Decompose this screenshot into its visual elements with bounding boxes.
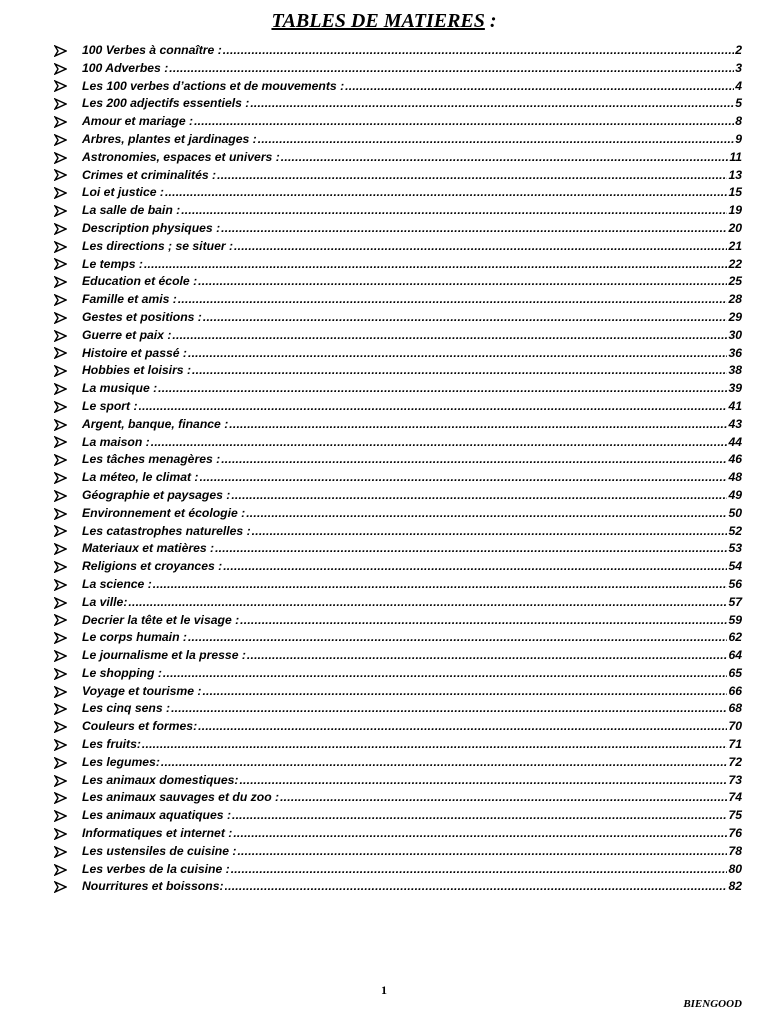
arrow-bullet-icon <box>54 700 82 718</box>
toc-entry[interactable] <box>54 398 742 416</box>
toc-entry-label: Religions et croyances : <box>82 559 223 574</box>
arrow-bullet-icon <box>54 327 82 345</box>
toc-entry-label: Loi et justice : <box>82 185 164 200</box>
toc-entry-label: Decrier la tête et le visage : <box>82 612 240 627</box>
dot-leader <box>202 683 727 701</box>
arrow-bullet-icon <box>54 683 82 701</box>
toc-entry[interactable] <box>54 345 742 363</box>
dot-leader <box>223 558 727 576</box>
toc-entry[interactable] <box>54 754 742 772</box>
dot-leader <box>246 505 727 523</box>
arrow-bullet-icon <box>54 362 82 380</box>
toc-entry-page: 30 <box>728 327 742 342</box>
toc-entry-page: 39 <box>728 381 742 396</box>
toc-entry-page: 82 <box>728 879 742 894</box>
dot-leader <box>203 309 728 327</box>
toc-entry-label: Gestes et positions : <box>82 309 202 324</box>
arrow-bullet-icon <box>54 309 82 327</box>
toc-entry-page: 8 <box>735 114 742 129</box>
toc-entry[interactable] <box>54 416 742 434</box>
dot-leader <box>153 576 728 594</box>
toc-entry-page: 20 <box>728 220 742 235</box>
toc-entry-label: Les catastrophes naturelles : <box>82 523 251 538</box>
toc-entry[interactable] <box>54 42 742 60</box>
toc-entry[interactable] <box>54 167 742 185</box>
toc-entry-label: Education et école : <box>82 274 198 289</box>
arrow-bullet-icon <box>54 576 82 594</box>
toc-entry-label: Description physiques : <box>82 220 221 235</box>
arrow-bullet-icon <box>54 220 82 238</box>
arrow-bullet-icon <box>54 505 82 523</box>
dot-leader <box>345 78 734 96</box>
toc-entry-page: 64 <box>728 648 742 663</box>
dot-leader <box>181 202 727 220</box>
toc-entry-label: Les animaux aquatiques : <box>82 808 231 823</box>
toc-entry[interactable] <box>54 540 742 558</box>
toc-entry[interactable] <box>54 629 742 647</box>
toc-entry-page: 5 <box>735 96 742 111</box>
toc-entry-label: Le shopping : <box>82 665 162 680</box>
toc-entry[interactable] <box>54 772 742 790</box>
dot-leader <box>165 184 727 202</box>
toc-entry-page: 73 <box>728 772 742 787</box>
toc-entry-label: Nourritures et boissons: <box>82 879 224 894</box>
toc-entry[interactable] <box>54 505 742 523</box>
toc-entry[interactable] <box>54 78 742 96</box>
arrow-bullet-icon <box>54 113 82 131</box>
dot-leader <box>192 362 727 380</box>
toc-entry-page: 71 <box>728 737 742 752</box>
toc-entry-label: Les directions ; se situer : <box>82 238 234 253</box>
dot-leader <box>247 647 728 665</box>
toc-entry[interactable] <box>54 789 742 807</box>
toc-entry-page: 3 <box>735 60 742 75</box>
toc-entry-page: 4 <box>735 78 742 93</box>
dot-leader <box>281 149 729 167</box>
toc-entry-page: 44 <box>728 434 742 449</box>
toc-entry-label: La maison : <box>82 434 150 449</box>
arrow-bullet-icon <box>54 95 82 113</box>
toc-entry[interactable] <box>54 843 742 861</box>
arrow-bullet-icon <box>54 434 82 452</box>
toc-entry-label: Les 100 verbes d’actions et de mouvements : <box>82 78 345 93</box>
toc-entry[interactable] <box>54 718 742 736</box>
arrow-bullet-icon <box>54 523 82 541</box>
dot-leader <box>169 60 734 78</box>
toc-entry[interactable] <box>54 665 742 683</box>
toc-entry[interactable] <box>54 523 742 541</box>
toc-entry-page: 70 <box>728 719 742 734</box>
arrow-bullet-icon <box>54 184 82 202</box>
arrow-bullet-icon <box>54 807 82 825</box>
toc-entry-label: 100 Adverbes : <box>82 60 169 75</box>
toc-entry-label: Le journalisme et la presse : <box>82 648 246 663</box>
toc-entry-label: Les cinq sens : <box>82 701 171 716</box>
toc-entry[interactable] <box>54 807 742 825</box>
arrow-bullet-icon <box>54 416 82 434</box>
arrow-bullet-icon <box>54 843 82 861</box>
dot-leader <box>231 861 728 879</box>
toc-entry[interactable] <box>54 647 742 665</box>
toc-entry-page: 43 <box>728 416 742 431</box>
dot-leader <box>280 789 727 807</box>
arrow-bullet-icon <box>54 380 82 398</box>
toc-entry-label: Le temps : <box>82 256 143 271</box>
page-number: 1 <box>381 983 387 997</box>
toc-entry[interactable] <box>54 273 742 291</box>
dot-leader <box>217 167 727 185</box>
toc-entry[interactable] <box>54 149 742 167</box>
toc-entry[interactable] <box>54 736 742 754</box>
toc-entry-label: Les legumes: <box>82 754 160 769</box>
dot-leader <box>144 256 727 274</box>
dot-leader <box>240 612 727 630</box>
toc-entry-label: Les 200 adjectifs essentiels : <box>82 96 250 111</box>
toc-entry-page: 49 <box>728 487 742 502</box>
arrow-bullet-icon <box>54 345 82 363</box>
toc-entry-page: 72 <box>728 754 742 769</box>
toc-entry[interactable] <box>54 434 742 452</box>
arrow-bullet-icon <box>54 754 82 772</box>
arrow-bullet-icon <box>54 256 82 274</box>
dot-leader <box>194 113 734 131</box>
toc-entry[interactable] <box>54 861 742 879</box>
toc-entry-label: Couleurs et formes: <box>82 719 198 734</box>
toc-entry-page: 50 <box>728 505 742 520</box>
arrow-bullet-icon <box>54 558 82 576</box>
toc-entry[interactable] <box>54 309 742 327</box>
toc-entry-page: 66 <box>728 683 742 698</box>
toc-entry-page: 25 <box>728 274 742 289</box>
toc-entry[interactable] <box>54 60 742 78</box>
toc-entry-page: 74 <box>728 790 742 805</box>
toc-entry[interactable] <box>54 594 742 612</box>
arrow-bullet-icon <box>54 612 82 630</box>
toc-entry-label: Les tâches menagères : <box>82 452 221 467</box>
arrow-bullet-icon <box>54 131 82 149</box>
toc-entry-page: 41 <box>728 398 742 413</box>
dot-leader <box>250 95 734 113</box>
arrow-bullet-icon <box>54 60 82 78</box>
dot-leader <box>188 345 727 363</box>
arrow-bullet-icon <box>54 291 82 309</box>
arrow-bullet-icon <box>54 149 82 167</box>
dot-leader <box>231 487 727 505</box>
arrow-bullet-icon <box>54 594 82 612</box>
toc-entry-label: Guerre et paix : <box>82 327 172 342</box>
toc-entry-label: La salle de bain : <box>82 203 181 218</box>
toc-entry-label: Les animaux domestiques: <box>82 772 239 787</box>
arrow-bullet-icon <box>54 42 82 60</box>
toc-entry-label: Le sport : <box>82 398 138 413</box>
toc-entry[interactable] <box>54 612 742 630</box>
arrow-bullet-icon <box>54 629 82 647</box>
toc-entry-page: 36 <box>728 345 742 360</box>
dot-leader <box>188 629 727 647</box>
arrow-bullet-icon <box>54 469 82 487</box>
toc-entry[interactable] <box>54 825 742 843</box>
toc-entry-page: 15 <box>728 185 742 200</box>
dot-leader <box>139 398 728 416</box>
dot-leader <box>198 718 727 736</box>
arrow-bullet-icon <box>54 273 82 291</box>
toc-entry-page: 19 <box>728 203 742 218</box>
toc-entry-page: 78 <box>728 843 742 858</box>
toc-entry-label: Hobbies et loisirs : <box>82 363 192 378</box>
toc-entry-page: 59 <box>728 612 742 627</box>
toc-entry-page: 52 <box>728 523 742 538</box>
arrow-bullet-icon <box>54 647 82 665</box>
dot-leader <box>158 380 727 398</box>
toc-entry[interactable] <box>54 700 742 718</box>
toc-entry-label: Amour et mariage : <box>82 114 194 129</box>
toc-entry-label: Argent, banque, finance : <box>82 416 229 431</box>
dot-leader <box>258 131 734 149</box>
arrow-bullet-icon <box>54 451 82 469</box>
toc-entry-page: 54 <box>728 559 742 574</box>
title-suffix: : <box>484 10 497 32</box>
dot-leader <box>221 220 727 238</box>
toc-entry-label: Histoire et passé : <box>82 345 187 360</box>
toc-entry-label: Environnement et écologie : <box>82 505 246 520</box>
toc-entry[interactable] <box>54 487 742 505</box>
toc-entry[interactable] <box>54 202 742 220</box>
toc-entry-page: 80 <box>728 861 742 876</box>
arrow-bullet-icon <box>54 78 82 96</box>
toc-entry[interactable] <box>54 683 742 701</box>
toc-entry[interactable] <box>54 238 742 256</box>
arrow-bullet-icon <box>54 540 82 558</box>
toc-entry[interactable] <box>54 256 742 274</box>
arrow-bullet-icon <box>54 789 82 807</box>
toc-entry-label: La ville: <box>82 594 128 609</box>
toc-entry-page: 11 <box>729 149 742 164</box>
toc-entry-label: Les fruits: <box>82 737 141 752</box>
dot-leader <box>172 327 727 345</box>
arrow-bullet-icon <box>54 202 82 220</box>
dot-leader <box>252 523 728 541</box>
toc-entry[interactable] <box>54 184 742 202</box>
dot-leader <box>225 878 728 896</box>
dot-leader <box>237 843 727 861</box>
toc-entry-page: 46 <box>728 452 742 467</box>
toc-entry-page: 38 <box>728 363 742 378</box>
dot-leader <box>171 700 727 718</box>
toc-entry-label: Crimes et criminalités : <box>82 167 217 182</box>
toc-entry-label: Voyage et tourisme : <box>82 683 202 698</box>
dot-leader <box>161 754 728 772</box>
dot-leader <box>198 273 727 291</box>
dot-leader <box>163 665 728 683</box>
toc-entry-page: 75 <box>728 808 742 823</box>
arrow-bullet-icon <box>54 665 82 683</box>
toc-entry-page: 22 <box>728 256 742 271</box>
toc-entry-page: 9 <box>735 131 742 146</box>
toc-entry[interactable] <box>54 131 742 149</box>
toc-entry-page: 21 <box>728 238 742 253</box>
dot-leader <box>215 540 727 558</box>
dot-leader <box>229 416 727 434</box>
toc-entry-page: 13 <box>728 167 742 182</box>
toc-entry[interactable] <box>54 558 742 576</box>
toc-entry-label: Le corps humain : <box>82 630 187 645</box>
toc-entry-label: 100 Verbes à connaître : <box>82 43 222 57</box>
dot-leader <box>223 42 734 60</box>
page-title <box>0 8 768 34</box>
dot-leader <box>142 736 728 754</box>
arrow-bullet-icon <box>54 238 82 256</box>
dot-leader <box>200 469 728 487</box>
dot-leader <box>239 772 727 790</box>
title-text: TABLES DE MATIERES <box>271 10 485 32</box>
toc-entry-label: Géographie et paysages : <box>82 487 231 502</box>
dot-leader <box>234 238 727 256</box>
toc-entry[interactable] <box>54 95 742 113</box>
toc-entry-label: Les animaux sauvages et du zoo : <box>82 790 280 805</box>
toc-entry-page: 28 <box>728 292 742 307</box>
toc-entry-label: Les verbes de la cuisine : <box>82 861 230 876</box>
arrow-bullet-icon <box>54 487 82 505</box>
toc-entry-label: Famille et amis : <box>82 292 177 307</box>
dot-leader <box>232 807 727 825</box>
toc-entry-label: Les ustensiles de cuisine : <box>82 843 237 858</box>
arrow-bullet-icon <box>54 167 82 185</box>
arrow-bullet-icon <box>54 825 82 843</box>
toc-entry-page: 57 <box>728 594 742 609</box>
toc-entry-label: Arbres, plantes et jardinages : <box>82 131 257 146</box>
toc-entry[interactable] <box>54 380 742 398</box>
dot-leader <box>221 451 727 469</box>
toc-entry[interactable] <box>54 362 742 380</box>
toc-entry[interactable] <box>54 291 742 309</box>
toc-entry[interactable] <box>54 327 742 345</box>
toc-entry-label: La science : <box>82 576 152 591</box>
toc-entry-page: 68 <box>728 701 742 716</box>
dot-leader <box>233 825 727 843</box>
toc-entry-label: Informatiques et internet : <box>82 826 233 841</box>
arrow-bullet-icon <box>54 718 82 736</box>
toc-entry-page: 48 <box>728 470 742 485</box>
arrow-bullet-icon <box>54 398 82 416</box>
toc-entry-page: 62 <box>728 630 742 645</box>
toc-entry[interactable] <box>54 878 742 896</box>
toc-entry-label: La musique : <box>82 381 158 396</box>
dot-leader <box>151 434 728 452</box>
toc-entry-page: 56 <box>728 576 742 591</box>
toc-entry-label: La méteo, le climat : <box>82 470 199 485</box>
dot-leader <box>128 594 727 612</box>
toc-entry[interactable] <box>54 576 742 594</box>
dot-leader <box>178 291 728 309</box>
toc-entry-label: Materiaux et matières : <box>82 541 215 556</box>
arrow-bullet-icon <box>54 861 82 879</box>
toc-entry[interactable] <box>54 451 742 469</box>
toc-entry-page: 2 <box>735 43 742 57</box>
toc-entry[interactable] <box>54 220 742 238</box>
table-of-contents <box>54 42 742 896</box>
toc-entry-page: 53 <box>728 541 742 556</box>
toc-entry-page: 65 <box>728 665 742 680</box>
arrow-bullet-icon <box>54 736 82 754</box>
toc-entry-page: 29 <box>728 309 742 324</box>
arrow-bullet-icon <box>54 772 82 790</box>
toc-entry[interactable] <box>54 113 742 131</box>
footer-brand: BIENGOOD <box>683 998 742 1010</box>
toc-entry-page: 76 <box>728 826 742 841</box>
arrow-bullet-icon <box>54 878 82 896</box>
toc-entry[interactable] <box>54 469 742 487</box>
toc-entry-label: Astronomies, espaces et univers : <box>82 149 280 164</box>
